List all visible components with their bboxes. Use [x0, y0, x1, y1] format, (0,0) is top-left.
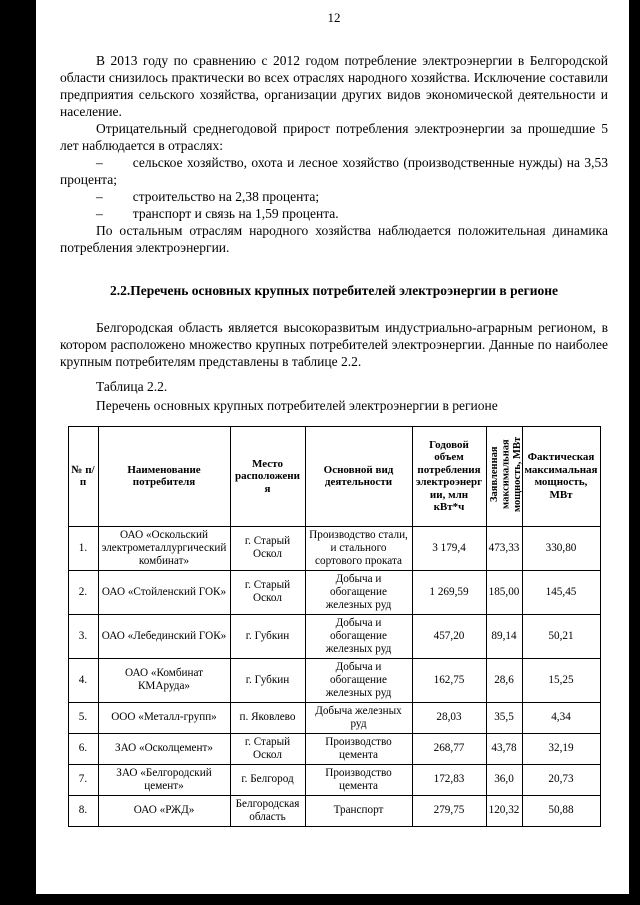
page-content: [36, 0, 629, 894]
cell-actual: 50,21: [522, 614, 600, 658]
cell-location: г. Губкин: [230, 614, 305, 658]
cell-actual: 15,25: [522, 658, 600, 702]
cell-name: ЗАО «Белгородский цемент»: [98, 764, 230, 795]
list-item-text: транспорт и связь на 1,59 процента.: [132, 206, 339, 221]
scan-bottom-black-bar: [0, 894, 640, 905]
cell-location: п. Яковлево: [230, 702, 305, 733]
cell-name: ОАО «РЖД»: [98, 795, 230, 826]
cell-num: 6.: [68, 733, 98, 764]
table-row: [68, 702, 600, 733]
header-annual-volume: Годовой объем потребления электроэнергии, млн кВт*ч: [412, 427, 486, 527]
header-activity: Основной вид деятельности: [305, 427, 412, 527]
cell-activity: Транспорт: [305, 795, 412, 826]
cell-location: г. Старый Оскол: [230, 570, 305, 614]
cell-activity: Производство цемента: [305, 764, 412, 795]
cell-num: 7.: [68, 764, 98, 795]
cell-actual: 20,73: [522, 764, 600, 795]
header-row: [68, 427, 600, 527]
cell-annual: 162,75: [412, 658, 486, 702]
cell-location: г. Губкин: [230, 658, 305, 702]
cell-declared: 120,32: [486, 795, 522, 826]
list-item-text: строительство на 2,38 процента;: [132, 189, 320, 204]
cell-declared: 89,14: [486, 614, 522, 658]
list-item-text: сельское хозяйство, охота и лесное хозяйство (производственные нужды) на 3,53 процента;: [60, 155, 608, 187]
cell-actual: 330,80: [522, 526, 600, 570]
cell-activity: Добыча и обогащение железных руд: [305, 570, 412, 614]
cell-location: г. Старый Оскол: [230, 733, 305, 764]
cell-declared: 28,6: [486, 658, 522, 702]
cell-annual: 279,75: [412, 795, 486, 826]
cell-num: 4.: [68, 658, 98, 702]
scan-left-black-bar: [0, 0, 36, 905]
cell-activity: Добыча железных руд: [305, 702, 412, 733]
cell-annual: 28,03: [412, 702, 486, 733]
cell-activity: Добыча и обогащение железных руд: [305, 658, 412, 702]
list-item-construction: [60, 188, 608, 205]
cell-activity: Производство цемента: [305, 733, 412, 764]
cell-name: ОАО «Комбинат КМАруда»: [98, 658, 230, 702]
cell-actual: 32,19: [522, 733, 600, 764]
cell-name: ОАО «Стойленский ГОК»: [98, 570, 230, 614]
cell-annual: 3 179,4: [412, 526, 486, 570]
table-caption: Перечень основных крупных потребителей электроэнергии в регионе: [96, 398, 498, 413]
dash-marker: –: [96, 155, 103, 170]
cell-annual: 1 269,59: [412, 570, 486, 614]
cell-location: Белгородская область: [230, 795, 305, 826]
header-name: Наименование потребителя: [98, 427, 230, 527]
table-row: [68, 614, 600, 658]
cell-name: ООО «Металл-групп»: [98, 702, 230, 733]
paragraph-negative-growth: Отрицательный среднегодовой прирост потребления электроэнергии за прошедшие 5 лет наблюдается в отраслях:: [60, 121, 608, 153]
cell-num: 2.: [68, 570, 98, 614]
table-reference-label: Таблица 2.2.: [96, 379, 168, 394]
cell-actual: 50,88: [522, 795, 600, 826]
cell-location: г. Старый Оскол: [230, 526, 305, 570]
cell-num: 3.: [68, 614, 98, 658]
section-heading-2-2: 2.2.Перечень основных крупных потребителей электроэнергии в регионе: [110, 283, 558, 298]
paragraph-region-description: Белгородская область является высокоразвитым индустриально-аграрным регионом, в котором расположено множество крупных потребителей электроэнергии. Данные по наиболее крупным потребителям представлены в таблице 2.2.: [60, 320, 608, 369]
header-declared-power-vertical-text: Заявленная максимальная мощность, МВт: [488, 436, 523, 513]
table-row: [68, 795, 600, 826]
cell-activity: Производство стали, и стального сортового проката: [305, 526, 412, 570]
header-declared-power: [486, 427, 522, 527]
cell-num: 8.: [68, 795, 98, 826]
list-item-transport: [60, 205, 608, 222]
paragraph-consumption-2013: В 2013 году по сравнению с 2012 годом потребление электроэнергии в Белгородской области снизилось практически во всех отраслях народного хозяйства. Исключение составили предприятия сельского хозяйства, организации других видов экономической деятельности и население.: [60, 53, 608, 119]
header-location: Место расположения: [230, 427, 305, 527]
cell-declared: 35,5: [486, 702, 522, 733]
cell-name: ЗАО «Осколцемент»: [98, 733, 230, 764]
cell-activity: Добыча и обогащение железных руд: [305, 614, 412, 658]
cell-location: г. Белгород: [230, 764, 305, 795]
paragraph-positive-dynamics: По остальным отраслям народного хозяйства наблюдается положительная динамика потребления электроэнергии.: [60, 223, 608, 255]
table-row: [68, 733, 600, 764]
cell-annual: 268,77: [412, 733, 486, 764]
dash-marker: –: [96, 189, 103, 204]
cell-declared: 36,0: [486, 764, 522, 795]
header-num: № п/п: [68, 427, 98, 527]
cell-name: ОАО «Оскольский электрометаллургический комбинат»: [98, 526, 230, 570]
consumers-table: [68, 426, 601, 827]
page-number: 12: [327, 10, 341, 25]
table-row: [68, 526, 600, 570]
consumers-table-head: [68, 427, 600, 527]
cell-annual: 172,83: [412, 764, 486, 795]
list-item-agriculture: [60, 154, 608, 188]
table-row: [68, 570, 600, 614]
header-actual-power: Фактическая максимальная мощность, МВт: [522, 427, 600, 527]
consumers-table-body: [68, 526, 600, 826]
cell-num: 5.: [68, 702, 98, 733]
table-row: [68, 658, 600, 702]
cell-annual: 457,20: [412, 614, 486, 658]
cell-declared: 473,33: [486, 526, 522, 570]
cell-actual: 4,34: [522, 702, 600, 733]
cell-actual: 145,45: [522, 570, 600, 614]
dash-marker: –: [96, 206, 103, 221]
scan-right-black-bar: [629, 0, 640, 905]
cell-declared: 185,00: [486, 570, 522, 614]
cell-declared: 43,78: [486, 733, 522, 764]
cell-num: 1.: [68, 526, 98, 570]
cell-name: ОАО «Лебединский ГОК»: [98, 614, 230, 658]
table-row: [68, 764, 600, 795]
